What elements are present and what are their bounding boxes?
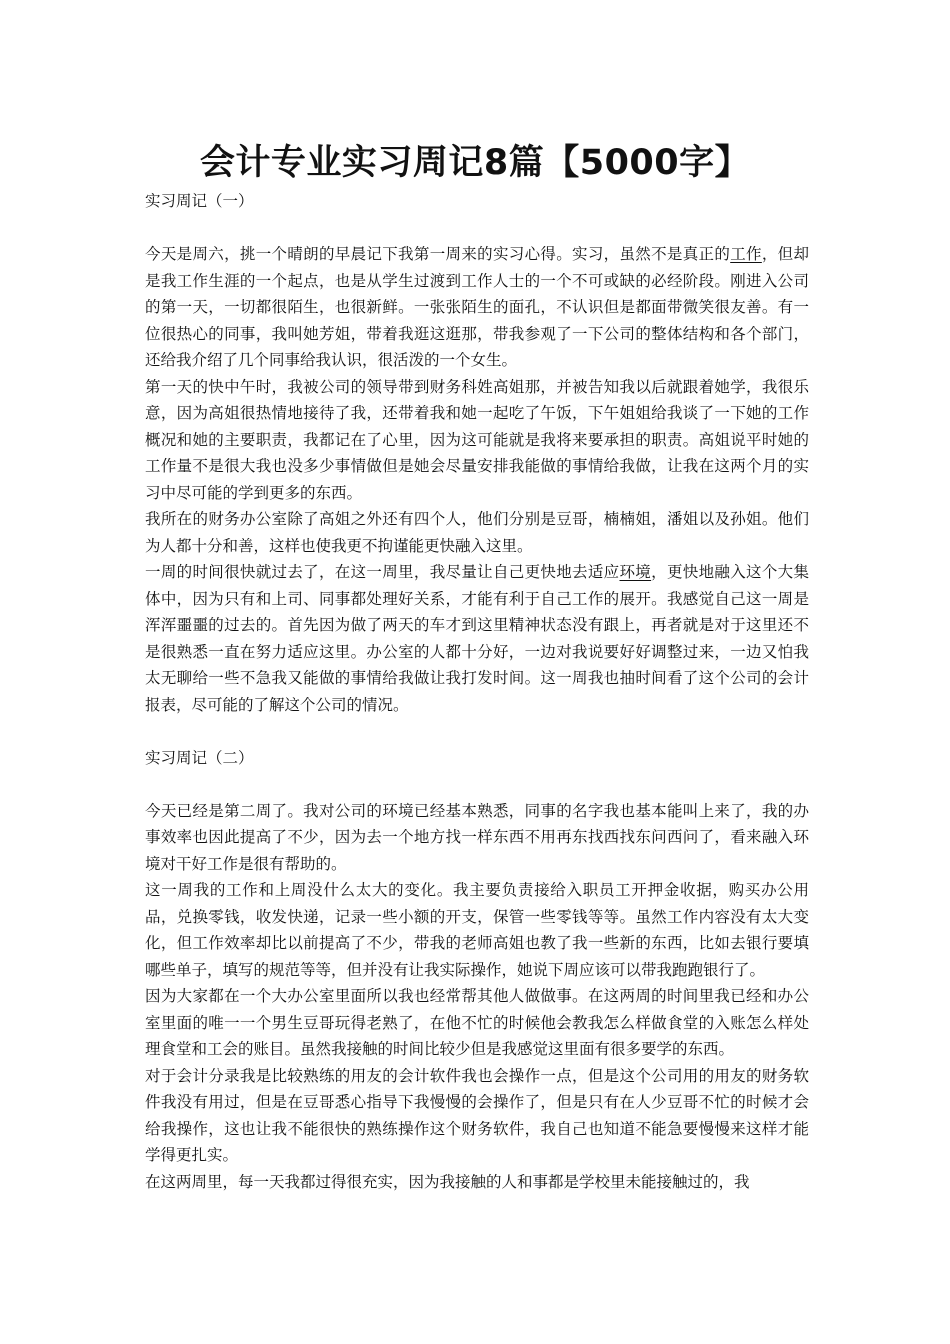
paragraph: 今天已经是第二周了。我对公司的环境已经基本熟悉，同事的名字我也基本能叫上来了，我的办事效率也因此提高了不少，因为去一个地方找一样东西不用再东找西找东问西问了，看来融入环境对干好工作是很有帮助的。 [145,801,809,873]
paragraph: 我所在的财务办公室除了高姐之外还有四个人，他们分别是豆哥，楠楠姐，潘姐以及孙姐。他们为人都十分和善，这样也使我更不拘谨能更快融入这里。 [145,510,809,555]
link-work[interactable]: 工作 [730,245,762,263]
document-body [145,188,809,1195]
link-environment[interactable]: 环境 [619,563,652,581]
paragraph: 这一周我的工作和上周没什么太大的变化。我主要负责接给入职员工开押金收据，购买办公用品，兑换零钱，收发快递，记录一些小额的开支，保管一些零钱等等。虽然工作内容没有太大变化，但工作效率却比以前提高了不少，带我的老师高姐也教了我一些新的东西，比如去银行要填哪些单子，填写的规范等等，但并没有让我实际操作，她说下周应该可以带我跑跑银行了。 [145,881,809,979]
paragraph: 在这两周里，每一天我都过得很充实，因为我接触的人和事都是学校里未能接触过的，我 [145,1172,750,1191]
section-heading-2: 实习周记（二） [145,748,254,767]
paragraph: 对于会计分录我是比较熟练的用友的会计软件我也会操作一点，但是这个公司用的用友的财务软件我没有用过，但是在豆哥悉心指导下我慢慢的会操作了，但是只有在人少豆哥不忙的时候才会给我操作，这也让我不能很快的熟练操作这个财务软件，我自己也知道不能急要慢慢来这样才能学得更扎实。 [145,1066,809,1164]
paragraph: 第一天的快中午时，我被公司的领导带到财务科姓高姐那，并被告知我以后就跟着她学，我很乐意，因为高姐很热情地接待了我，还带着我和她一起吃了午饭，下午姐姐给我谈了一下她的工作概况和她的主要职责，我都记在了心里，因为这可能就是我将来要承担的职责。高姐说平时她的工作量不是很大我也没多少事情做但是她会尽量安排我能做的事情给我做，让我在这两个月的实习中尽可能的学到更多的东西。 [145,377,809,502]
paragraph: 今天是周六，挑一个晴朗的早晨记下我第一周来的实习心得。实习，虽然不是真正的工作，但却是我工作生涯的一个起点，也是从学生过渡到工作人士的一个不可或缺的必经阶段。刚进入公司的第一天，一切都很陌生，也很新鲜。一张张陌生的面孔，不认识但是都面带微笑很友善。有一位很热心的同事，我叫她芳姐，带着我逛这逛那，带我参观了一下公司的整体结构和各个部门，还给我介绍了几个同事给我认识，很活泼的一个女生。 [145,245,809,369]
paragraph: 一周的时间很快就过去了，在这一周里，我尽量让自己更快地去适应环境，更快地融入这个大集体中，因为只有和上司、同事都处理好关系，才能有利于自己工作的展开。我感觉自己这一周是浑浑噩噩的过去的。首先因为做了两天的车才到这里精神状态没有跟上，再者就是对于这里还不是很熟悉一直在努力适应这里。办公室的人都十分好，一边对我说要好好调整过来，一边又怕我太无聊给一些不急我又能做的事情给我做让我打发时间。这一周我也抽时间看了这个公司的会计报表，尽可能的了解这个公司的情况。 [145,563,809,714]
paragraph: 因为大家都在一个大办公室里面所以我也经常帮其他人做做事。在这两周的时间里我已经和办公室里面的唯一一个男生豆哥玩得老熟了，在他不忙的时候他会教我怎么样做食堂的入账怎么样处理食堂和工会的账目。虽然我接触的时间比较少但是我感觉这里面有很多要学的东西。 [145,987,809,1058]
document-title: 会计专业实习周记8篇【5000字】 [199,143,751,184]
section-heading-1: 实习周记（一） [145,192,254,210]
